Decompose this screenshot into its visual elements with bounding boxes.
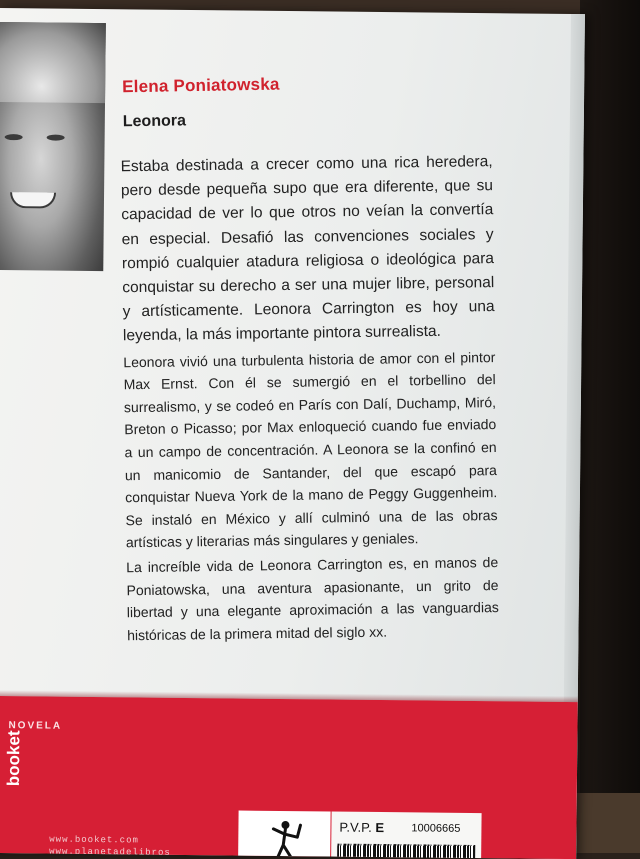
book-title: Leonora <box>122 112 187 131</box>
author-name: Elena Poniatowska <box>122 74 280 97</box>
blurb-paragraph-3: La increíble vida de Leonora Carrington es, en manos de Poniatowska, una aventura apasionante, un grito de libertad y una elegante aproximación a las vanguardias históricas de la primera mitad del siglo xx. <box>126 554 499 643</box>
barcode-icon <box>337 844 475 859</box>
blurb-paragraph-2: Leonora vivió una turbulenta historia de amor con el pintor Max Ernst. Con él se sumergió en el torbellino del surrealismo, y se codeó en París con Dalí, Duchamp, Miró, Breton o Picasso; por Max enloqueció cuando fue enviado a un campo de concentración. A Leonora se la confinó en un manicomio de Santander, del que escapó para conquistar Nueva York de la mano de Peggy Guggenheim. Se instaló en México y allí culminó una de las obras artísticas y literarias más singulares y geniales. <box>123 348 498 551</box>
publisher-logo: booket <box>3 730 24 787</box>
price-label: P.V.P. E <box>339 819 385 836</box>
publisher-url-secondary: www.planetadelibros <box>49 846 171 858</box>
red-band <box>0 696 578 859</box>
blurb-paragraph-1: Estaba destinada a crecer como una rica heredera, pero desde pequeña supo que era diferente, que su capacidad de ver lo que otros no veían la convertía en especial. Desafió las convenciones sociales y rompió cualquier atadura religiosa o ideológica para conquistar su derecho a ser una mujer libre, personal y artísticamente. Leonora Carrington es hoy una leyenda, la más importante pintora surrealista. <box>120 153 495 345</box>
background-right <box>580 0 640 853</box>
photo-hair <box>0 22 106 103</box>
product-code: 10006665 <box>411 822 461 835</box>
blurb <box>120 150 499 646</box>
photo-eye <box>47 134 65 140</box>
photo-smile <box>10 192 56 208</box>
price-box <box>331 812 482 859</box>
emblem-box <box>238 811 331 859</box>
photo-eye <box>5 134 23 140</box>
book-back-cover <box>0 8 585 859</box>
author-photo <box>0 22 106 271</box>
genre-label: NOVELA <box>8 720 63 732</box>
publisher-url: www.booket.com <box>49 834 139 846</box>
